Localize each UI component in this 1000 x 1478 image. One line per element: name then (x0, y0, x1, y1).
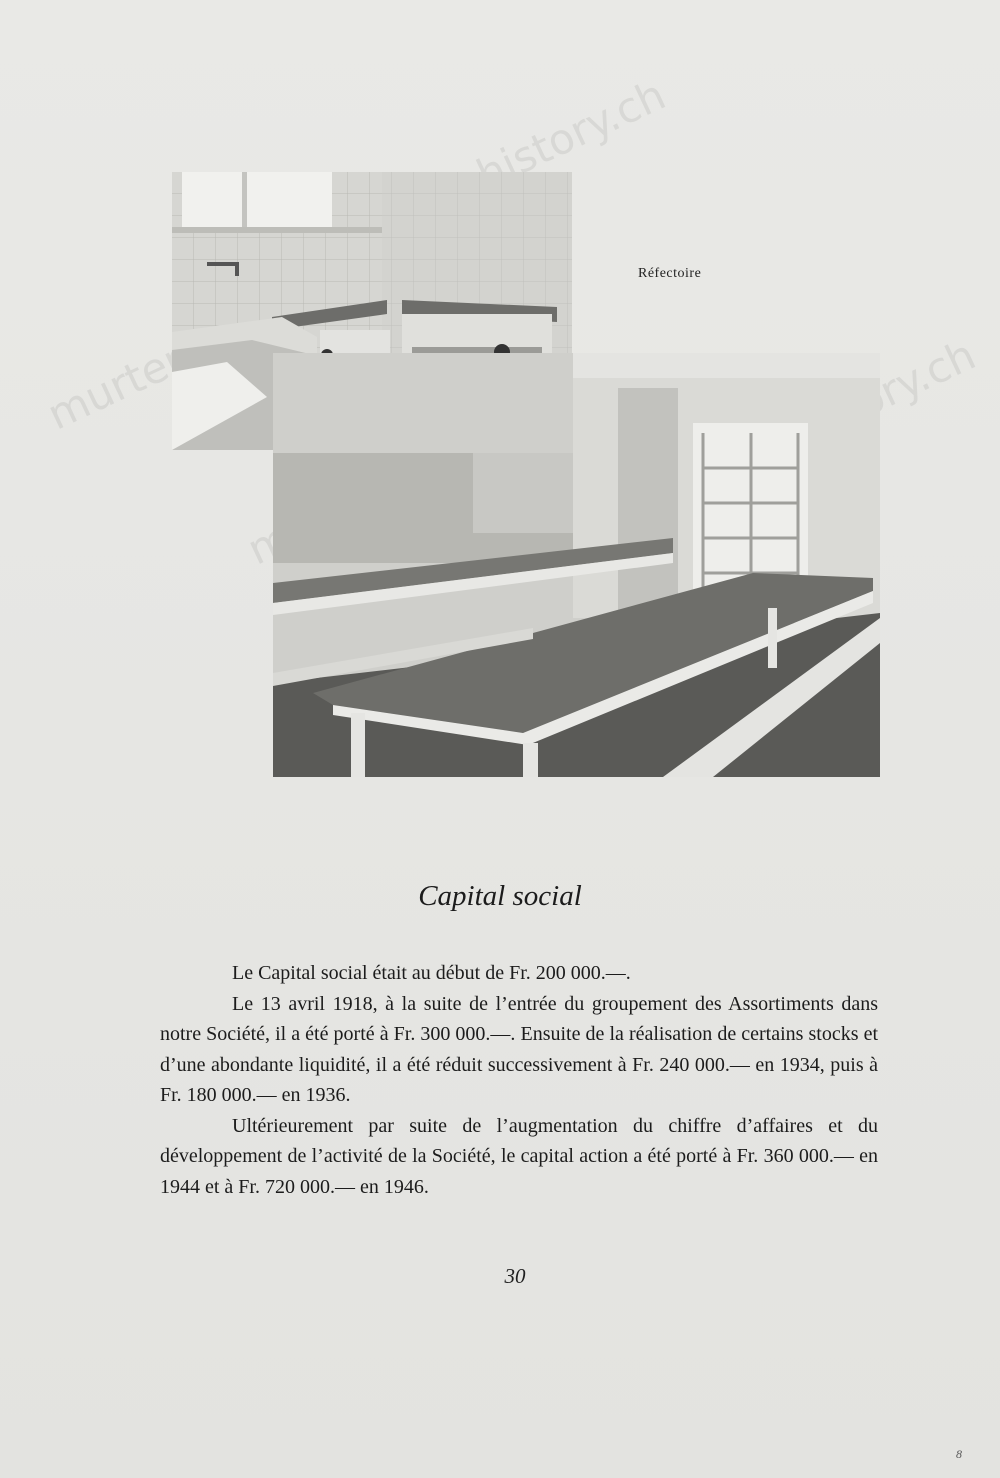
section-title: Capital social (418, 880, 582, 912)
watermark: murtenhistory.ch (330, 69, 673, 265)
body-text (160, 958, 878, 1202)
page-number: 30 (504, 1264, 526, 1288)
paragraph: Ultérieurement par suite de l’augmentation du chiffre d’affaires et du développement de l’activité de la Société, le capital action a été porté à Fr. 360 000.— en 1944 et à Fr. 720 000.— en 1946. (160, 1114, 878, 1198)
paragraph: Le Capital social était au début de Fr. 200 000.—. (232, 962, 631, 984)
corner-mark: 8 (956, 1447, 962, 1461)
paragraph: Le 13 avril 1918, à la suite de l’entrée du groupement des Assortiments dans notre Société, il a été porté à Fr. 300 000.—. Ensuite de la réalisation de certains stocks et d’une abondante liquidité, il a été réduit successivement à Fr. 240 000.— en 1934, puis à Fr. 180 000.— en 1936. (160, 992, 878, 1106)
photo-refectory (273, 353, 880, 777)
photo-caption: Réfectoire (638, 266, 702, 281)
